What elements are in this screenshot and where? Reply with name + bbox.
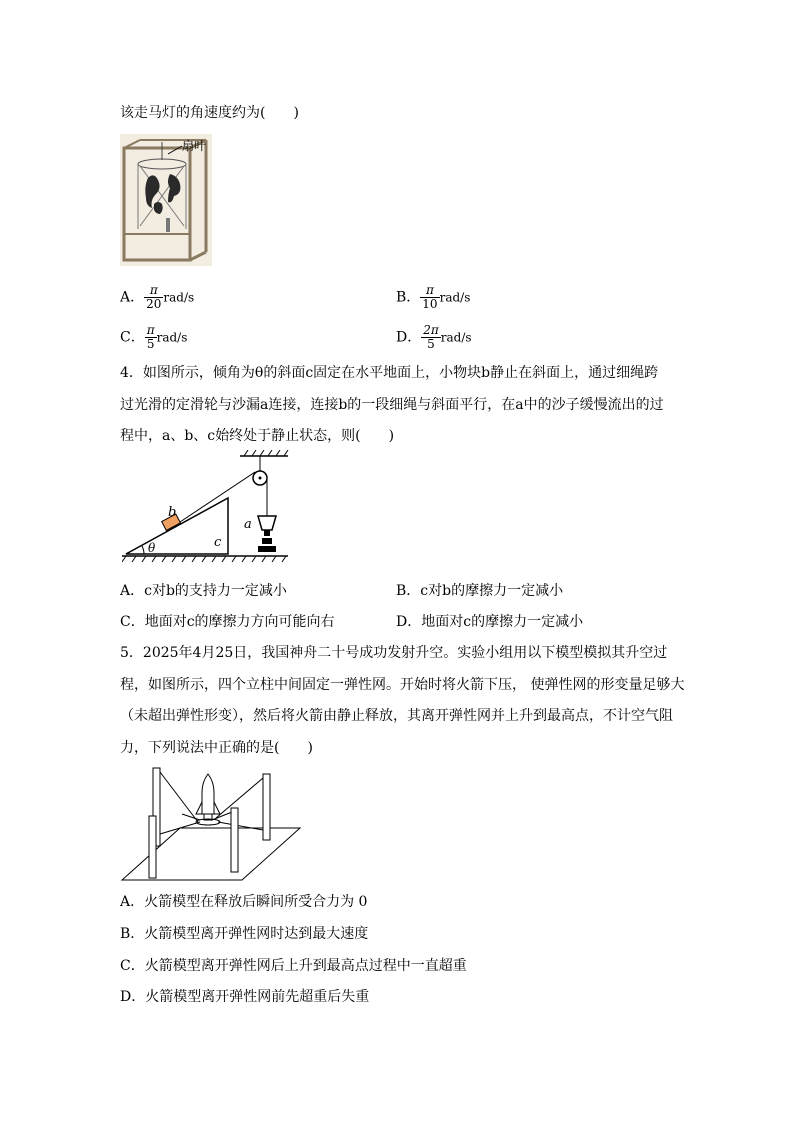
q5-option-d: D．火箭模型离开弹性网前先超重后失重 xyxy=(120,989,370,1005)
lantern-figure xyxy=(120,134,212,266)
q3-option-c: C． $\frac{\pi}{5}$ rad/s xyxy=(120,323,188,351)
q5-stem-line-1: 5．2025年4月25日，我国神舟二十号成功发射升空。实验小组用以下模型模拟其升空过 xyxy=(120,645,668,661)
q3-option-d: D． $\frac{2\pi}{5}$ rad/s xyxy=(396,323,472,351)
q5-option-c: C．火箭模型离开弹性网后上升到最高点过程中一直超重 xyxy=(120,958,467,974)
rocket-net-figure xyxy=(120,764,304,884)
q5-stem-line-3: （未超出弹性形变），然后将火箭由静止释放，其离开弹性网并上升到最高点，不计空气阻 xyxy=(120,708,673,724)
q3-option-c-fraction: $\frac{\pi}{5}$ xyxy=(146,323,155,351)
q3-option-b: B． $\frac{\pi}{10}$ rad/s xyxy=(396,283,471,311)
q3-stem: 该走马灯的角速度约为( ) xyxy=(120,105,299,121)
q5-stem-line-4: 力，下列说法中正确的是( ) xyxy=(120,740,313,756)
q4-option-c: C．地面对c的摩擦力方向可能向右 xyxy=(120,614,335,630)
label-theta: θ xyxy=(148,541,156,555)
q3-option-b-fraction: $\frac{\pi}{10}$ xyxy=(422,283,438,311)
label-c: c xyxy=(214,535,222,550)
q4-stem-line-2: 过光滑的定滑轮与沙漏a连接，连接b的一段细绳与斜面平行，在a中的沙子缓慢流出的过 xyxy=(120,397,664,413)
q5-option-b: B．火箭模型离开弹性网时达到最大速度 xyxy=(120,926,369,942)
q5-stem-line-2: 程，如图所示，四个立柱中间固定一弹性网。开始时将火箭下压， 使弹性网的形变量足够大 xyxy=(120,677,685,693)
q3-option-a: A． $\frac{\pi}{20}$ rad/s xyxy=(120,283,195,311)
incline-pulley-figure xyxy=(122,450,302,566)
q5-option-a: A．火箭模型在释放后瞬间所受合力为 0 xyxy=(120,894,368,910)
q4-option-a: A．c对b的支持力一定减小 xyxy=(120,583,287,599)
fan-label: 扇叶 xyxy=(182,139,207,153)
q4-stem-line-3: 程中，a、b、c始终处于静止状态，则( ) xyxy=(120,428,395,444)
label-b: b xyxy=(168,505,177,520)
q3-option-d-fraction: $\frac{2\pi}{5}$ xyxy=(423,323,439,351)
label-a: a xyxy=(244,517,252,532)
q3-option-a-fraction: $\frac{\pi}{20}$ xyxy=(146,283,162,311)
q4-option-d: D．地面对c的摩擦力一定减小 xyxy=(396,614,584,630)
q4-stem-line-1: 4．如图所示，倾角为θ的斜面c固定在水平地面上，小物块b静止在斜面上，通过细绳跨 xyxy=(120,365,659,381)
q4-option-b: B．c对b的摩擦力一定减小 xyxy=(396,583,564,599)
